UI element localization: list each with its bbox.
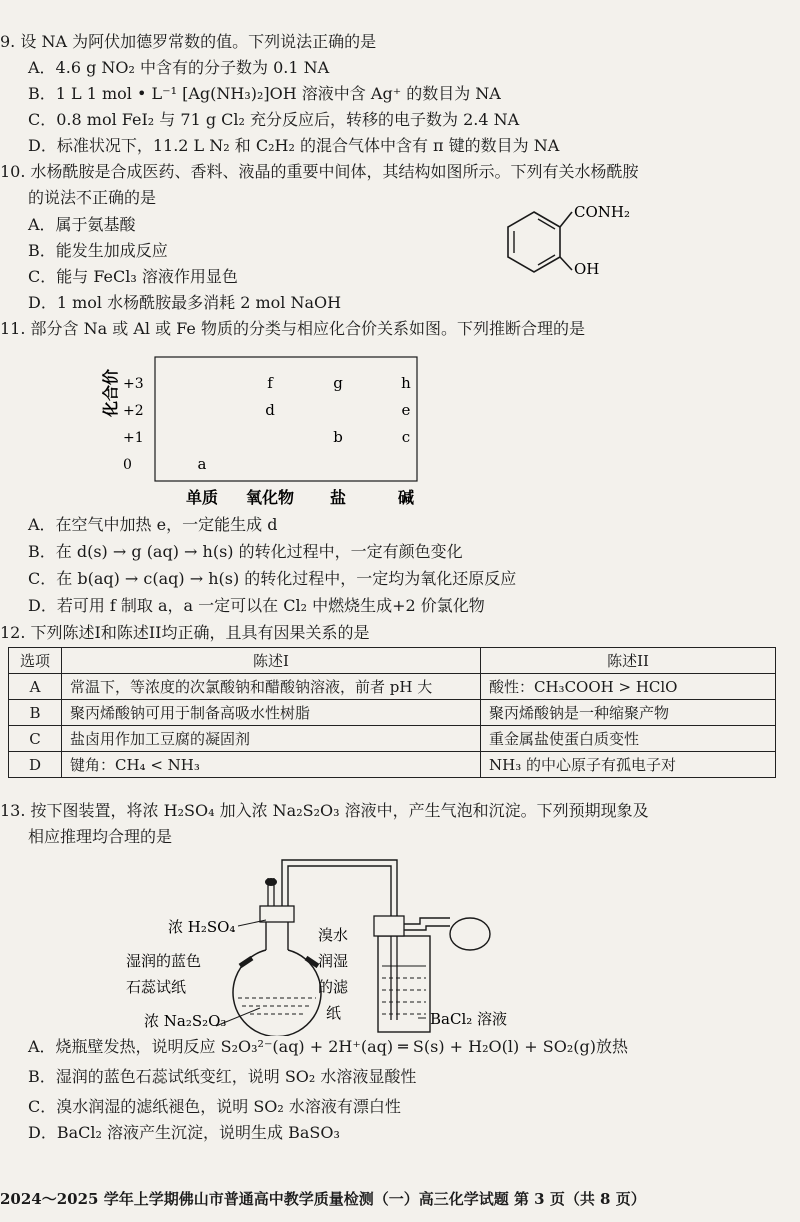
chart-point-c: c <box>401 428 411 446</box>
table-cell: B <box>9 700 62 726</box>
q13-option-b: B．湿润的蓝色石蕊试纸变红，说明 SO₂ 水溶液显酸性 <box>28 1067 417 1086</box>
q10-option-b: B．能发生加成反应 <box>28 241 168 260</box>
table-cell: 酸性：CH₃COOH > HClO <box>481 674 776 700</box>
litmus-paper <box>240 958 252 966</box>
q13-stem-line2: 相应推理均合理的是 <box>28 827 173 846</box>
header-statement-1: 陈述I <box>62 648 481 674</box>
structure-oh-label: OH <box>574 260 600 278</box>
balloon <box>450 918 490 950</box>
q11-option-d: D．若可用 f 制取 a，a 一定可以在 Cl₂ 中燃烧生成+2 价氯化物 <box>28 596 485 615</box>
q11-option-c: C．在 b(aq) → c(aq) → h(s) 的转化过程中，一定均为氧化还原反应 <box>28 569 517 588</box>
y-tick-label: +2 <box>123 403 144 419</box>
q9-option-a: A．4.6 g NO₂ 中含有的分子数为 0.1 NA <box>28 58 330 77</box>
y-tick-label: +3 <box>123 376 144 392</box>
table-row <box>9 752 776 778</box>
q11-option-a: A．在空气中加热 e，一定能生成 d <box>28 515 278 534</box>
label-bromine-1: 溴水 <box>318 926 349 944</box>
label-bacl2: BaCl₂ 溶液 <box>430 1010 508 1028</box>
q11-stem: 11. 部分含 Na 或 Al 或 Fe 物质的分类与相应化合价关系如图。下列推断合理的是 <box>0 319 585 338</box>
x-category-label: 盐 <box>329 488 347 507</box>
table-row <box>9 700 776 726</box>
label-litmus-line1: 湿润的蓝色 <box>126 952 202 970</box>
page-footer: 2024～2025 学年上学期佛山市普通高中教学质量检测（一）高三化学试题 第 3 页（共 8 页） <box>0 1190 646 1208</box>
label-na2s2o3: 浓 Na₂S₂O₃ <box>144 1012 227 1030</box>
q10-option-d: D．1 mol 水杨酰胺最多消耗 2 mol NaOH <box>28 293 342 312</box>
header-option: 选项 <box>9 648 62 674</box>
table-row <box>9 726 776 752</box>
label-bromine-4: 纸 <box>326 1004 342 1022</box>
header-statement-2: 陈述II <box>481 648 776 674</box>
q9-option-b: B．1 L 1 mol • L⁻¹ [Ag(NH₃)₂]OH 溶液中含 Ag⁺ 的数目为 NA <box>28 84 501 103</box>
label-bromine-2: 润湿 <box>318 952 349 970</box>
q13-option-d: D．BaCl₂ 溶液产生沉淀，说明生成 BaSO₃ <box>28 1123 340 1142</box>
table-cell: 聚丙烯酸钠是一种缩聚产物 <box>481 700 776 726</box>
delivery-tube <box>282 860 397 916</box>
q12-stem: 12. 下列陈述I和陈述II均正确，且具有因果关系的是 <box>0 623 370 642</box>
label-conc-h2so4: 浓 H₂SO₄ <box>168 918 236 936</box>
y-tick-label: 0 <box>123 457 132 473</box>
q13-stem-line1: 13. 按下图装置，将浓 H₂SO₄ 加入浓 Na₂S₂O₃ 溶液中，产生气泡和沉淀。下列预期现象及 <box>0 801 649 820</box>
table-cell: A <box>9 674 62 700</box>
chart-point-d: d <box>265 401 275 419</box>
bromine-filter-paper <box>306 958 318 966</box>
q11-option-b: B．在 d(s) → g (aq) → h(s) 的转化过程中，一定有颜色变化 <box>28 542 463 561</box>
q9-option-d: D．标准状况下，11.2 L N₂ 和 C₂H₂ 的混合气体中含有 π 键的数目为 NA <box>28 136 560 155</box>
table-cell: 常温下，等浓度的次氯酸钠和醋酸钠溶液，前者 pH 大 <box>62 674 481 700</box>
q13-option-c: C．溴水润湿的滤纸褪色，说明 SO₂ 水溶液有漂白性 <box>28 1097 401 1116</box>
x-category-label: 单质 <box>185 488 219 507</box>
q9-option-c: C．0.8 mol FeI₂ 与 71 g Cl₂ 充分反应后，转移的电子数为 2.4 NA <box>28 110 520 129</box>
q10-stem-line1: 10. 水杨酰胺是合成医药、香料、液晶的重要中间体，其结构如图所示。下列有关水杨酰胺 <box>0 162 639 181</box>
table-row <box>9 674 776 700</box>
chart-point-g: g <box>333 374 343 392</box>
salicylamide-structure <box>490 198 650 288</box>
flask-stopper <box>260 906 294 922</box>
chart-frame <box>155 357 417 481</box>
label-litmus-line2: 石蕊试纸 <box>126 978 187 996</box>
table-cell: C <box>9 726 62 752</box>
table-cell: 重金属盐使蛋白质变性 <box>481 726 776 752</box>
q9-stem: 9. 设 NA 为阿伏加德罗常数的值。下列说法正确的是 <box>0 32 377 51</box>
q13-option-a: A．烧瓶壁发热，说明反应 S₂O₃²⁻(aq) + 2H⁺(aq) ═ S(s) + H₂O(l) + SO₂(g)放热 <box>28 1037 629 1056</box>
label-bromine-3: 的滤 <box>318 978 349 996</box>
q10-stem-line2: 的说法不正确的是 <box>28 188 157 207</box>
apparatus-diagram <box>120 848 540 1036</box>
table-header-row <box>9 648 776 674</box>
chart-point-f: f <box>267 374 273 392</box>
q12-table <box>8 647 776 778</box>
chart-point-b: b <box>333 428 343 446</box>
chart-point-h: h <box>401 374 411 392</box>
funnel-stopcock <box>265 878 277 886</box>
chart-point-a: a <box>197 455 207 473</box>
table-cell: NH₃ 的中心原子有孤电子对 <box>481 752 776 778</box>
table-cell: 键角：CH₄ < NH₃ <box>62 752 481 778</box>
y-tick-label: +1 <box>123 430 144 446</box>
q10-option-a: A．属于氨基酸 <box>28 215 136 234</box>
table-cell: 盐卤用作加工豆腐的凝固剂 <box>62 726 481 752</box>
structure-conh2-label: CONH₂ <box>574 203 630 221</box>
chart-ylabel: 化合价 <box>101 368 120 417</box>
q10-option-c: C．能与 FeCl₃ 溶液作用显色 <box>28 267 238 286</box>
table-cell: D <box>9 752 62 778</box>
chart-point-e: e <box>401 401 411 419</box>
x-category-label: 氧化物 <box>245 488 295 507</box>
table-cell: 聚丙烯酸钠可用于制备高吸水性树脂 <box>62 700 481 726</box>
valence-chart <box>100 345 440 510</box>
x-category-label: 碱 <box>397 488 415 507</box>
